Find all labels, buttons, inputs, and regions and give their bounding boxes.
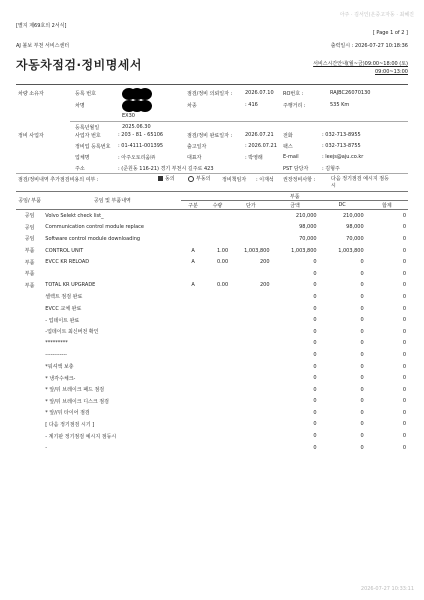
col-unit: 단가 [230,201,271,210]
cell-dc: 0 [360,444,364,451]
cell-type [16,442,43,454]
cell-unit [230,303,271,315]
table-row [16,384,408,396]
cell-unit [230,326,271,338]
tel-value: : 032-713-8955 [322,132,361,138]
cell-desc: ********* [45,340,68,347]
pst-value: : 김형주 [322,166,340,172]
manager-value: : 이재석 [256,177,274,183]
cell-gubun [181,233,204,245]
cell-total: 0 [402,340,406,347]
cell-type [16,349,43,361]
service-hours-line2: 09:00~13:00 [374,69,408,75]
cell-amount: 0 [313,375,317,382]
cell-amount: 0 [313,386,317,393]
cell-qty [205,303,230,315]
col-amount: 금액 [272,201,319,210]
cell-dc: 0 [360,375,364,382]
cell-desc: 셀렉트 점검 완료 [45,294,83,301]
cell-type [16,303,43,315]
cell-desc: [ 다음 정기점검 시기 ] [45,421,95,428]
done-date-label: 점검/정비 완료일자 : [187,133,233,139]
cell-gubun [181,268,204,280]
cell-total: 0 [402,328,406,335]
cell-total: 0 [402,375,406,382]
cell-qty: 0.00 [217,259,229,266]
cell-amount: 0 [313,328,317,335]
cell-total: 0 [402,317,406,324]
out-date-label: 출고일자 [187,144,207,150]
cell-amount: 0 [313,398,317,405]
req-date-value: 2026.07.10 [245,90,274,96]
cell-amount: 0 [313,317,317,324]
biz-reg-label: 정비업 등록번호 [75,144,111,150]
consent-disagree[interactable] [188,175,211,182]
print-date: 출력일시 : 2026-07-27 10:18:36 [330,43,408,49]
col-parts-group: 부품 [181,192,408,201]
cell-gubun [181,314,204,326]
cell-unit [230,419,271,431]
table-row [16,349,408,361]
service-hours [313,60,408,76]
cell-desc: -업데이트 최신버전 확인 [45,329,99,336]
document-title: 자동차점검·정비명세서 [16,58,142,72]
center-name: AJ 볼보 부천 서비스센터 [16,43,70,49]
address-label: 주소 [75,166,85,172]
cell-total: 0 [402,247,406,254]
cell-type: 공임 [24,213,35,220]
cell-qty [205,233,230,245]
cell-desc: EVCC 교체 완료 [45,306,82,313]
cell-qty [205,419,230,431]
cell-amount: 0 [313,409,317,416]
table-row [16,233,408,245]
cell-qty [205,430,230,442]
cell-type [16,314,43,326]
cell-dc: 0 [360,305,364,312]
cell-dc: 0 [360,351,364,358]
cell-amount: 0 [313,351,317,358]
col-dc: DC [319,201,366,210]
cell-unit [230,222,271,234]
cell-amount: 70,000 [299,235,317,242]
cell-amount: 0 [313,421,317,428]
cell-type [16,326,43,338]
cell-total: 0 [402,212,406,219]
cell-total: 0 [402,224,406,231]
items-table [16,191,408,453]
cell-desc: * 앞/뒤 브레이크 디스크 점검 [45,398,109,405]
col-type: 공임/ 부품 [16,192,43,210]
table-row [16,291,408,303]
cell-gubun [181,326,204,338]
cell-gubun: A [191,282,195,289]
cell-dc: 210,000 [342,212,364,219]
cell-dc: 0 [360,363,364,370]
tel-label: 전화 [283,133,293,139]
cell-desc [43,268,181,280]
table-row [16,314,408,326]
form-number: [별지 제69호의 2서식] [16,23,67,29]
cell-qty [205,396,230,408]
cell-total: 0 [402,409,406,416]
cell-gubun [181,361,204,373]
cell-desc: ------------ [45,351,67,358]
divider-vehicle [70,121,408,122]
address-value: : (준원동 116-21) 경기 부천시 길주로 423 [118,166,214,172]
cell-gubun [181,442,204,454]
cell-unit [230,291,271,303]
cell-type: 공임 [24,236,35,243]
cell-dc: 0 [360,282,364,289]
cell-dc: 0 [360,386,364,393]
table-row [16,407,408,419]
cell-gubun [181,396,204,408]
cell-total: 0 [402,282,406,289]
advice-value: 다음 정기점검 예시지 점등 시 [331,176,389,189]
cell-gubun [181,291,204,303]
cell-unit [230,396,271,408]
cell-desc: *워셔액 보충 [45,364,74,371]
cell-type: 공임 [24,224,35,231]
reg-date-value: 2025.06.30 [122,124,151,130]
cell-desc: Software control module downloading [45,235,141,242]
cell-dc: 0 [360,328,364,335]
redaction-mark-6 [138,100,152,112]
service-hours-line1: 서비스시간안내(월~금)09:00~18:00 (토) [313,61,408,67]
page-indicator: [ Page 1 of 2 ] [372,30,408,36]
ro-value: RAJBC26070130 [330,90,371,96]
cell-unit [230,372,271,384]
cell-dc: 0 [360,317,364,324]
rep-value: : 박영래 [245,155,263,161]
cell-unit [230,314,271,326]
rep-label: 대표자 [187,155,202,161]
email-label: E-mail [283,154,299,160]
table-row [16,303,408,315]
table-row [16,245,408,257]
cell-unit: 1,003,800 [244,247,270,254]
cell-qty [205,338,230,350]
cell-qty [205,268,230,280]
req-date-label: 점검/정비 의뢰일자 : [187,91,233,97]
cell-total: 0 [402,305,406,312]
cell-dc: 0 [360,293,364,300]
cell-dc: 0 [360,409,364,416]
table-row [16,430,408,442]
fax-label: 팩스 [283,144,293,150]
cell-desc: * 앞/뒤 브레이크 패드 점검 [45,387,105,394]
cell-type [16,384,43,396]
cell-qty [205,326,230,338]
cell-desc: EVCC KR RELOAD [45,259,90,266]
biz-reg-value: : 01-4111-001395 [118,143,164,149]
reg-no-label: 등록 번호 [75,91,96,97]
cell-qty [205,314,230,326]
cell-qty [205,442,230,454]
car-type-value: : 416 [245,102,258,108]
cell-unit [230,361,271,373]
cell-gubun [181,338,204,350]
cell-unit [230,268,271,280]
col-qty: 수량 [205,201,230,210]
cell-dc: 0 [360,259,364,266]
radio-empty-icon [188,176,194,182]
table-row [16,326,408,338]
cell-desc: Communication control module replace [45,224,145,231]
checkbox-checked-icon [158,176,163,181]
table-row [16,222,408,234]
cell-gubun [181,407,204,419]
table-row [16,442,408,454]
cell-amount: 0 [313,444,317,451]
cell-qty [205,372,230,384]
cell-unit [230,430,271,442]
model-value: EX30 [122,113,135,119]
biz-no-value: : 203 - 81 - 65106 [118,132,164,138]
cell-total: 0 [402,398,406,405]
mileage-value: 535 Km [330,102,350,108]
cell-total: 0 [402,259,406,266]
cell-qty [205,407,230,419]
reg-date-label: 등록년월일 [75,125,100,131]
divider-business [16,173,408,174]
cell-total: 0 [402,386,406,393]
cell-dc: 70,000 [346,235,364,242]
cell-amount: 98,000 [299,224,317,231]
cell-desc: * 앞//뒤 타이어 점검 [45,410,90,417]
cell-total: 0 [402,293,406,300]
cell-gubun [181,303,204,315]
cell-total: 0 [402,351,406,358]
cell-amount: 0 [313,282,317,289]
redaction-mark-3 [138,88,152,100]
cell-amount: 210,000 [295,212,317,219]
cell-dc: 1,003,800 [338,247,364,254]
model-label: 차명 [75,103,85,109]
cell-dc: 0 [360,270,364,277]
cell-total: 0 [402,433,406,440]
cell-qty [205,222,230,234]
consent-label: 점검/정비내역 추가점검비용의 여부 : [18,177,99,183]
cell-desc: - [45,444,48,451]
email-value: : leejs@aju.co.kr [322,154,364,160]
cell-gubun [181,372,204,384]
ro-label: RO번호 : [283,91,304,97]
cell-dc: 0 [360,398,364,405]
cell-qty: 0.00 [217,282,229,289]
cell-type: 부품 [24,271,35,278]
cell-type [16,338,43,350]
cell-gubun [181,222,204,234]
cell-type: 부품 [24,248,35,255]
cell-unit [230,210,271,222]
cell-qty [205,210,230,222]
cell-type [16,407,43,419]
cell-gubun [181,430,204,442]
table-row [16,396,408,408]
cell-desc: Volvo Selekt check list_ [45,212,104,219]
watermark-top: 아주 · 김서인(온중고자동 · 최혜진 [339,12,414,18]
mileage-label: 주행거리 : [283,103,306,109]
cell-type [16,291,43,303]
table-row [16,256,408,268]
table-row [16,338,408,350]
consent-agree-label: 동의 [165,176,175,182]
cell-unit: 200 [259,282,270,289]
watermark-bottom: 2026-07-27 10:33:11 [360,586,414,592]
cell-amount: 0 [313,270,317,277]
cell-gubun: A [191,247,195,254]
cell-desc: - 계기판 정기점검 예시지 점등시 [45,433,117,440]
cell-amount: 0 [313,305,317,312]
cell-qty [205,384,230,396]
cell-unit [230,338,271,350]
cell-amount: 0 [313,363,317,370]
col-desc: 공임 및 부품내역 [43,192,181,210]
cell-type: 부품 [24,259,35,266]
consent-disagree-label: 부동의 [196,176,211,182]
cell-qty [205,361,230,373]
table-row [16,372,408,384]
cell-desc: - 업데이트 완료 [45,317,80,324]
table-row [16,280,408,292]
cell-unit [230,442,271,454]
cell-type [16,361,43,373]
table-row [16,361,408,373]
fax-value: : 032-713-8755 [322,143,361,149]
cell-amount: 0 [313,433,317,440]
cell-type: 부품 [24,282,35,289]
cell-qty [205,291,230,303]
cell-total: 0 [402,270,406,277]
cell-amount: 0 [313,259,317,266]
cell-desc: * 냉각수체크- [45,375,76,382]
cell-dc: 0 [360,421,364,428]
cell-gubun [181,419,204,431]
out-date-value: : 2026.07.21 [245,143,277,149]
cell-type [16,430,43,442]
business-label: 정비 사업자 [18,133,44,139]
cell-unit: 200 [259,259,270,266]
col-total: 합계 [366,201,408,210]
cell-gubun [181,349,204,361]
cell-gubun [181,384,204,396]
cell-amount: 0 [313,340,317,347]
cell-total: 0 [402,363,406,370]
cell-type [16,396,43,408]
cell-total: 0 [402,235,406,242]
cell-desc: CONTROL UNIT [45,247,84,254]
vehicle-owner-label: 차량 소유자 [18,91,44,97]
cell-qty [205,349,230,361]
cell-amount: 0 [313,293,317,300]
biz-no-label: 사업자 번호 [75,133,101,139]
company-name-label: 업체명 [75,155,90,161]
pst-label: PST 담당자 [283,166,309,172]
cell-type [16,419,43,431]
cell-gubun [181,210,204,222]
cell-total: 0 [402,421,406,428]
advice-label: 권장정비사항 : [283,177,316,183]
cell-total: 0 [402,444,406,451]
cell-qty: 1.00 [217,247,229,254]
table-row [16,210,408,222]
car-type-label: 차종 [187,103,197,109]
cell-gubun: A [191,259,195,266]
cell-unit [230,407,271,419]
done-date-value: 2026.07.21 [245,132,274,138]
cell-dc: 0 [360,433,364,440]
cell-amount: 1,003,800 [291,247,317,254]
cell-desc: TOTAL KR UPGRADE [45,282,96,289]
manager-label: 정비책임자 [222,177,247,183]
consent-agree[interactable] [158,175,175,182]
cell-unit [230,349,271,361]
cell-unit [230,384,271,396]
cell-dc: 98,000 [346,224,364,231]
table-row [16,419,408,431]
table-row [16,268,408,280]
divider-top [16,84,408,85]
cell-dc: 0 [360,340,364,347]
cell-type [16,372,43,384]
col-gubun: 구분 [181,201,204,210]
cell-unit [230,233,271,245]
company-name-value: : 아주오토리움㈜ [118,155,156,161]
